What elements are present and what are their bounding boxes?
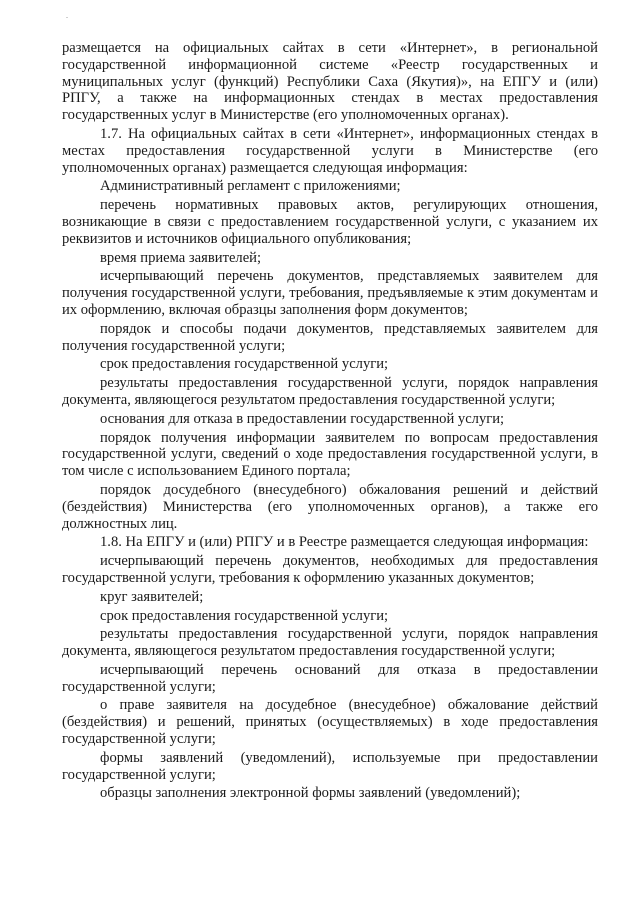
paragraph-continuation: размещается на официальных сайтах в сети «Интернет», в региональной государственной информационной системе «Реестр государственных и муниципальных услуг (функций) Республики Саха (Якутия)», на ЕПГУ и (или) РПГУ, а также на информационных стендах в местах предоставления государственных услуг в Министерстве (его уполномоченных органах).	[62, 40, 598, 124]
list-item: порядок получения информации заявителем по вопросам предоставления государственной услуги, сведений о ходе предоставления государственной услуги, в том числе с использованием Единого портала;	[62, 429, 598, 480]
list-item: срок предоставления государственной услуги;	[100, 607, 389, 624]
list-item: порядок досудебного (внесудебного) обжалования решений и действий (бездействия) Министерства (его уполномоченных органов), а также его должностных лиц.	[62, 481, 598, 532]
paragraph-section-1-7: 1.7. На официальных сайтах в сети «Интернет», информационных стендах в местах предоставления государственной услуги в Министерстве (его уполномоченных органах) размещается следующая информация:	[62, 125, 598, 176]
list-item: перечень нормативных правовых актов, регулирующих отношения, возникающие в связи с предоставлением государственной услуги, с указанием их реквизитов и источников официального опубликования;	[62, 197, 598, 247]
list-item: образцы заполнения электронной формы заявлений (уведомлений);	[100, 785, 521, 802]
list-item: результаты предоставления государственной услуги, порядок направления документа, являющегося результатом предоставления государственной услуги;	[62, 626, 598, 660]
list-item: время приема заявителей;	[100, 249, 262, 266]
list-item: исчерпывающий перечень документов, представляемых заявителем для получения государственной услуги, требования, предъявляемые к этим документам и их оформлению, включая образцы заполнения форм документов;	[62, 268, 598, 318]
scan-speck	[66, 17, 68, 18]
list-item: круг заявителей;	[100, 588, 204, 605]
document-body	[62, 40, 598, 804]
list-item: Административный регламент с приложениями;	[100, 178, 401, 195]
list-item: о праве заявителя на досудебное (внесудебное) обжалование действий (бездействия) и решений, принятых (осуществляемых) в ходе предоставления государственной услуги;	[62, 697, 598, 748]
list-item: исчерпывающий перечень оснований для отказа в предоставлении государственной услуги;	[62, 661, 598, 695]
list-item: порядок и способы подачи документов, представляемых заявителем для получения государственной услуги;	[62, 320, 598, 354]
list-item: основания для отказа в предоставлении государственной услуги;	[100, 410, 505, 427]
list-item: результаты предоставления государственной услуги, порядок направления документа, являющегося результатом предоставления государственной услуги;	[62, 375, 598, 408]
paragraph-section-1-8: 1.8. На ЕПГУ и (или) РПГУ и в Реестре размещается следующая информация:	[100, 534, 589, 551]
list-item: исчерпывающий перечень документов, необходимых для предоставления государственной услуги, требования к оформлению указанных документов;	[62, 553, 598, 586]
list-item: срок предоставления государственной услуги;	[100, 356, 389, 373]
list-item: формы заявлений (уведомлений), используемые при предоставлении государственной услуги;	[62, 749, 598, 783]
